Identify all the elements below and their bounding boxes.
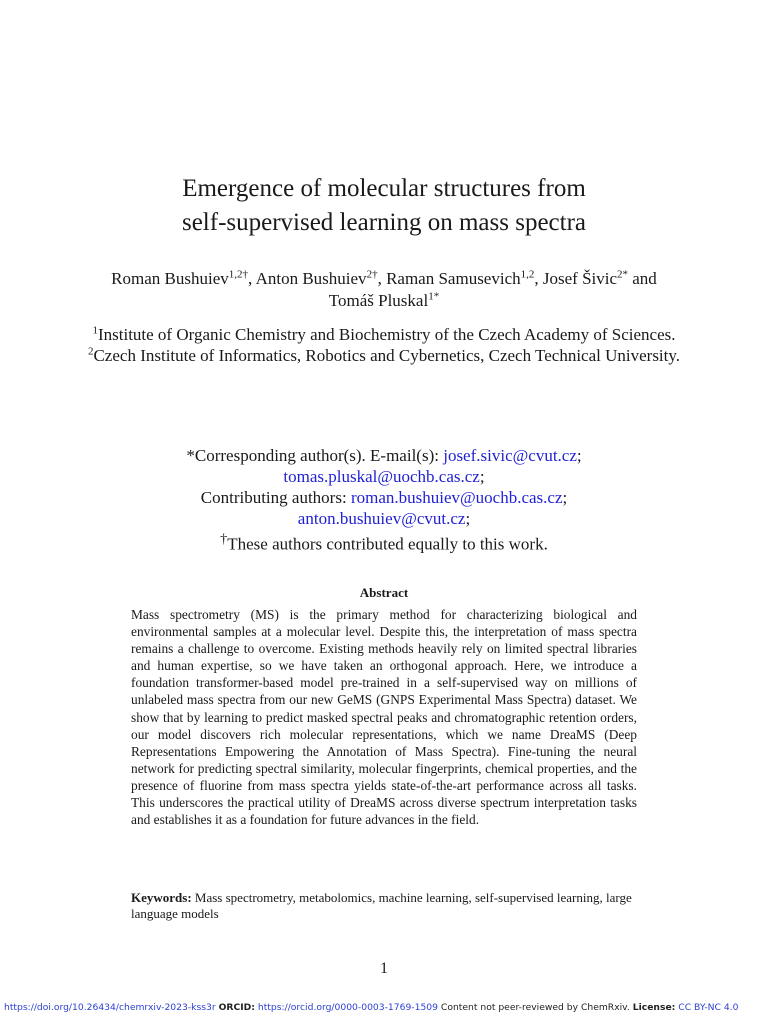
paper-title xyxy=(84,172,684,240)
abstract-body: Mass spectrometry (MS) is the primary method for characterizing biological and environmental samples at a molecular level. Despite this, the interpretation of mass spectra remains a challenge to overcome. Existing methods heavily rely on limited spectral libraries and human expertise, so we have taken an orthogonal approach. Here, we introduce a foundation transformer-based model pre-trained in a self-supervised way on millions of unlabeled mass spectra from our new GeMS (GNPS Experimental Mass Spectra) dataset. We show that by learning to predict masked spectral peaks and chromatographic retention orders, our model discovers rich molecular representations, which we name DreaMS (Deep Representations Empowering the Annotation of Mass Spectra). Fine-tuning the neural network for predicting spectral similarity, molecular fingerprints, chemical properties, and the presence of fluorine from mass spectra yields state-of-the-art performance across all tasks. This underscores the practical utility of DreaMS across diverse spectrum interpretation tasks and establishes it as a foundation for future advances in the field. xyxy=(131,607,637,828)
peer-review-notice: Content not peer-reviewed by ChemRxiv. xyxy=(440,1002,630,1013)
equal-contribution-text: These authors contributed equally to this work. xyxy=(227,534,548,554)
footer-bar xyxy=(4,1002,768,1014)
corresponding-label: *Corresponding author(s). E-mail(s): xyxy=(186,446,439,465)
title-line-1: Emergence of molecular structures from xyxy=(182,175,586,202)
author-affil-sup: 1,2 xyxy=(520,268,535,281)
orcid-label: ORCID: xyxy=(218,1002,255,1013)
contributing-row: Contributing authors: roman.bushuiev@uochb.cas.cz; xyxy=(200,488,568,507)
contributing-label: Contributing authors: xyxy=(200,488,347,507)
license-link[interactable]: CC BY-NC 4.0 xyxy=(678,1002,739,1013)
email-link[interactable]: anton.bushuiev@cvut.cz xyxy=(297,509,466,528)
author-name: Josef Šivic xyxy=(542,269,618,288)
contact-block xyxy=(84,445,684,555)
keywords-text: Mass spectrometry, metabolomics, machine learning, self-supervised learning, large language models xyxy=(131,890,632,921)
affiliation xyxy=(84,324,684,345)
author-affil-sup: 1* xyxy=(428,290,440,303)
author-list: Roman Bushuiev$^{1,2\dagger}$, Anton Bushuiev$^{2\dagger}$, Raman Samusevich$^{1,2}$, Josef Šivic$^{2*}$ and Tomáš Pluskal$^{1*}$ xyxy=(111,268,657,310)
email-link[interactable]: tomas.pluskal@uochb.cas.cz xyxy=(283,467,480,486)
author-name: Tomáš Pluskal xyxy=(328,291,429,310)
author-affil-sup: 2* xyxy=(617,268,629,281)
doi-link[interactable]: https://doi.org/10.26434/chemrxiv-2023-kss3r xyxy=(4,1002,216,1013)
author-affil-sup: 2† xyxy=(366,268,378,281)
license-label: License: xyxy=(632,1002,676,1013)
affiliation-sup: 1 xyxy=(92,324,98,337)
dagger-sup: † xyxy=(220,531,228,547)
author-name: Anton Bushuiev xyxy=(255,269,367,288)
email-link[interactable]: roman.bushuiev@uochb.cas.cz xyxy=(350,488,563,507)
equal-contribution-note xyxy=(84,529,684,555)
affiliation-text: Czech Institute of Informatics, Robotics and Cybernetics, Czech Technical University. xyxy=(93,346,681,365)
orcid-link[interactable]: https://orcid.org/0000-0003-1769-1509 xyxy=(257,1002,438,1013)
author-affil-sup: 1,2† xyxy=(228,268,249,281)
corresponding-row-2: tomas.pluskal@uochb.cas.cz; xyxy=(283,467,485,486)
contributing-row-2: anton.bushuiev@cvut.cz; xyxy=(297,509,471,528)
author-name: Raman Samusevich xyxy=(386,269,521,288)
affiliation xyxy=(84,345,684,366)
affiliation-sup: 2 xyxy=(87,345,94,358)
page-number: 1 xyxy=(380,960,388,977)
author-conjunction: and xyxy=(632,269,657,288)
email-link[interactable]: josef.sivic@cvut.cz xyxy=(443,446,577,465)
title-line-2: self-supervised learning on mass spectra xyxy=(181,209,587,236)
keywords-block xyxy=(131,890,637,922)
corresponding-row: *Corresponding author(s). E-mail(s): josef.sivic@cvut.cz; xyxy=(186,446,582,465)
affiliation-list xyxy=(84,324,684,366)
keywords-label: Keywords: xyxy=(131,890,192,905)
author-name: Roman Bushuiev xyxy=(111,269,229,288)
abstract-heading: Abstract xyxy=(359,585,409,600)
affiliation-text: Institute of Organic Chemistry and Biochemistry of the Czech Academy of Sciences. xyxy=(97,325,676,344)
